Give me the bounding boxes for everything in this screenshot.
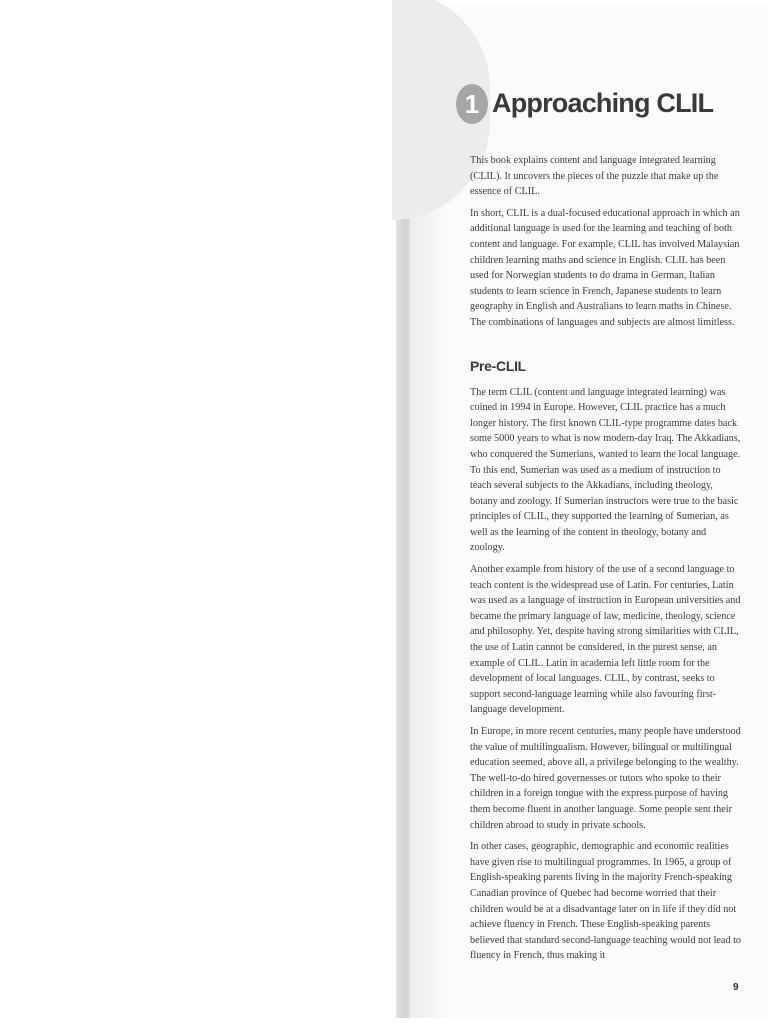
section-paragraph-4: In other cases, geographic, demographic and economic realities have given rise to multilingual programmes. In 1965, a group of English-speaking parents living in the majority French-speaking Canadian province of Quebec had become worried that their children would be at a disadvantage later on in life if they did not achieve fluency in French. These English-speaking parents believed that standard second-language teaching would not lead to fluency in French, thus making it [470,841,742,962]
section-paragraph-1: The term CLIL (content and language integrated learning) was coined in 1994 in Europe. However, CLIL practice has a much longer history. The first known CLIL-type programme dates back some 5000 years to what is now modern-day Iraq. The Akkadians, who conquered the Sumerians, wanted to learn the local language. To this end, Sumerian was used as a medium of instruction to teach several subjects to the Akkadians, including theology, botany and zoology. If Sumerian instructors were true to the basic principles of CLIL, they supported the learning of Sumerian, as well as the learning of the content in theology, botany and zoology. [470,386,741,554]
chapter-title: Approaching CLIL [492,88,714,118]
intro-paragraph-1: This book explains content and language integrated learning (CLIL). It uncovers the pieces of the puzzle that make up the essence of CLIL. [470,155,719,198]
chapter-number-badge: 1 [456,84,488,124]
page-body [470,153,742,970]
page-number: 9 [733,982,739,993]
intro-paragraph-2: In short, CLIL is a dual-focused educational approach in which an additional language is used for the learning and teaching of both content and language. For example, CLIL has involved Malaysian children learning maths and science in English. CLIL has been used for Norwegian students to do drama in German, Italian students to learn science in French, Japanese students to learn geography in English and Australians to learn maths in Chinese. The combinations of languages and subjects are almost limitless. [470,207,740,328]
section-paragraph-2: Another example from history of the use of a second language to teach content is the widespread use of Latin. For centuries, Latin was used as a language of instruction in European universities and became the primary language of law, medicine, theology, science and philosophy. Yet, despite having strong similarities with CLIL, the use of Latin cannot be considered, in the purest sense, an example of CLIL. Latin in academia left little room for the development of local languages. CLIL, by contrast, seeks to support second-language learning while also favouring first-language development. [470,564,741,716]
section-heading: Pre-CLIL [470,357,526,374]
section-paragraph-3: In Europe, in more recent centuries, many people have understood the value of multilingualism. However, bilingual or multilingual education seemed, above all, a privilege belonging to the wealthy. The well-to-do hired governesses or tutors who spoke to their children in a foreign tongue with the express purpose of having them become fluent in another language. Some people sent their children abroad to study in private schools. [470,726,741,831]
